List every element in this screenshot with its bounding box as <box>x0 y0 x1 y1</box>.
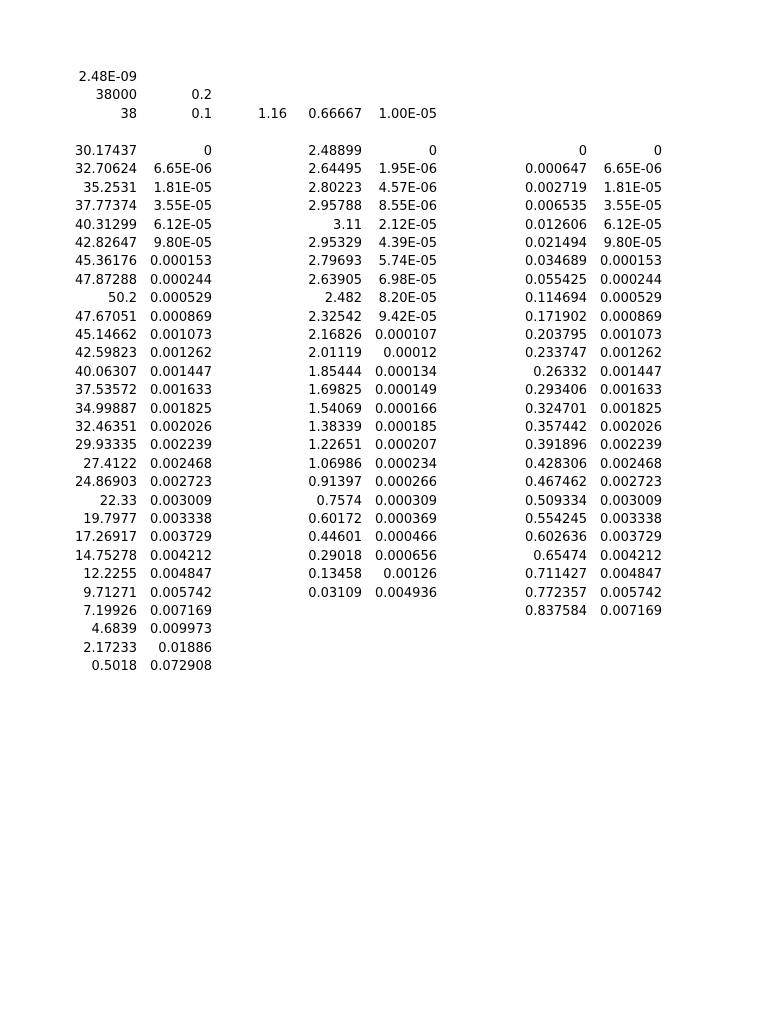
table-cell-r11-c1[interactable]: 0.001262 <box>149 346 212 362</box>
table-cell-r23-c0[interactable]: 12.2255 <box>83 567 137 583</box>
table-cell-r1-c0[interactable]: 32.70624 <box>74 162 137 178</box>
table-cell-r12-c0[interactable]: 40.06307 <box>74 364 137 380</box>
table-cell-r23-c1[interactable]: 0.004847 <box>149 567 212 583</box>
table-cell-r24-c1[interactable]: 0.005742 <box>149 585 212 601</box>
header-cell-r2-c0[interactable]: 38 <box>120 106 137 122</box>
table-cell-r15-c1[interactable]: 0.002026 <box>149 420 212 435</box>
table-cell-r6-c0[interactable]: 45.36176 <box>74 254 137 270</box>
table-cell-r3-c4[interactable]: 8.55E-06 <box>378 199 437 215</box>
header-cell-r2-c1[interactable]: 0.1 <box>191 106 212 122</box>
table-cell-r8-c6[interactable]: 0.114694 <box>524 291 587 307</box>
table-cell-r7-c1[interactable]: 0.000244 <box>149 272 212 288</box>
table-cell-r16-c3[interactable]: 1.22651 <box>308 438 362 454</box>
table-cell-r17-c1[interactable]: 0.002468 <box>149 456 212 472</box>
table-cell-r21-c0[interactable]: 17.26917 <box>74 530 137 546</box>
table-cell-r19-c1[interactable]: 0.003009 <box>149 493 212 509</box>
table-cell-r9-c6[interactable]: 0.171902 <box>524 309 587 325</box>
table-cell-r8-c4[interactable]: 8.20E-05 <box>378 291 437 307</box>
header-cell-r1-c0[interactable]: 38000 <box>95 88 137 104</box>
table-cell-r2-c0[interactable]: 35.2531 <box>83 180 137 196</box>
table-cell-r11-c0[interactable]: 42.59823 <box>74 346 137 362</box>
table-cell-r4-c7[interactable]: 6.12E-05 <box>603 217 662 233</box>
table-cell-r12-c1[interactable]: 0.001447 <box>149 364 212 380</box>
table-cell-r15-c4[interactable]: 0.000185 <box>374 420 437 435</box>
table-cell-r4-c0[interactable]: 40.31299 <box>74 217 137 233</box>
table-cell-r17-c6[interactable]: 0.428306 <box>524 456 587 472</box>
table-cell-r24-c7[interactable]: 0.005742 <box>599 585 662 601</box>
table-cell-r8-c0[interactable]: 50.2 <box>108 291 137 307</box>
table-cell-r10-c3[interactable]: 2.16826 <box>308 328 362 343</box>
table-cell-r27-c0[interactable]: 2.17233 <box>83 640 137 656</box>
table-cell-r15-c6[interactable]: 0.357442 <box>524 420 587 435</box>
table-cell-r0-c3[interactable]: 2.48899 <box>308 144 362 159</box>
table-cell-r20-c7[interactable]: 0.003338 <box>599 512 662 527</box>
table-cell-r23-c7[interactable]: 0.004847 <box>599 567 662 583</box>
table-cell-r1-c3[interactable]: 2.64495 <box>308 162 362 178</box>
table-cell-r1-c1[interactable]: 6.65E-06 <box>153 162 212 178</box>
table-cell-r6-c3[interactable]: 2.79693 <box>308 254 362 270</box>
table-cell-r23-c3[interactable]: 0.13458 <box>308 567 362 583</box>
table-cell-r13-c6[interactable]: 0.293406 <box>524 383 587 399</box>
table-cell-r5-c3[interactable]: 2.95329 <box>308 236 362 251</box>
table-cell-r21-c4[interactable]: 0.000466 <box>374 530 437 546</box>
table-cell-r11-c7[interactable]: 0.001262 <box>599 346 662 362</box>
table-cell-r26-c1[interactable]: 0.009973 <box>149 622 212 638</box>
table-cell-r20-c3[interactable]: 0.60172 <box>308 512 362 527</box>
table-cell-r20-c4[interactable]: 0.000369 <box>374 512 437 527</box>
table-cell-r6-c6[interactable]: 0.034689 <box>524 254 587 270</box>
table-cell-r8-c7[interactable]: 0.000529 <box>599 291 662 307</box>
table-cell-r2-c1[interactable]: 1.81E-05 <box>153 180 212 196</box>
table-cell-r2-c6[interactable]: 0.002719 <box>524 180 587 196</box>
table-cell-r20-c1[interactable]: 0.003338 <box>149 512 212 527</box>
table-cell-r17-c3[interactable]: 1.06986 <box>308 456 362 472</box>
table-cell-r13-c0[interactable]: 37.53572 <box>74 383 137 399</box>
table-cell-r2-c4[interactable]: 4.57E-06 <box>378 180 437 196</box>
table-cell-r0-c4[interactable]: 0 <box>428 144 437 159</box>
table-cell-r15-c3[interactable]: 1.38339 <box>308 420 362 435</box>
header-cell-r0-c0[interactable]: 2.48E-09 <box>78 70 137 85</box>
table-cell-r14-c4[interactable]: 0.000166 <box>374 401 437 417</box>
table-cell-r19-c6[interactable]: 0.509334 <box>524 493 587 509</box>
table-cell-r24-c3[interactable]: 0.03109 <box>308 585 362 601</box>
table-cell-r5-c0[interactable]: 42.82647 <box>74 236 137 251</box>
table-cell-r20-c0[interactable]: 19.7977 <box>83 512 137 527</box>
table-cell-r18-c6[interactable]: 0.467462 <box>524 475 587 491</box>
table-cell-r3-c6[interactable]: 0.006535 <box>524 199 587 215</box>
table-cell-r10-c1[interactable]: 0.001073 <box>149 328 212 343</box>
table-cell-r14-c3[interactable]: 1.54069 <box>308 401 362 417</box>
table-cell-r25-c7[interactable]: 0.007169 <box>599 604 662 619</box>
table-cell-r11-c4[interactable]: 0.00012 <box>383 346 437 362</box>
table-cell-r13-c3[interactable]: 1.69825 <box>308 383 362 399</box>
table-cell-r25-c6[interactable]: 0.837584 <box>524 604 587 619</box>
table-cell-r8-c3[interactable]: 2.482 <box>324 291 362 307</box>
table-cell-r14-c6[interactable]: 0.324701 <box>524 401 587 417</box>
table-cell-r10-c4[interactable]: 0.000107 <box>374 328 437 343</box>
table-cell-r7-c3[interactable]: 2.63905 <box>308 272 362 288</box>
table-cell-r5-c4[interactable]: 4.39E-05 <box>378 236 437 251</box>
table-cell-r12-c6[interactable]: 0.26332 <box>533 364 587 380</box>
table-cell-r14-c7[interactable]: 0.001825 <box>599 401 662 417</box>
table-cell-r14-c1[interactable]: 0.001825 <box>149 401 212 417</box>
table-cell-r11-c3[interactable]: 2.01119 <box>308 346 362 362</box>
table-cell-r28-c1[interactable]: 0.072908 <box>149 659 212 675</box>
table-cell-r27-c1[interactable]: 0.01886 <box>158 640 212 656</box>
table-cell-r18-c0[interactable]: 24.86903 <box>74 475 137 491</box>
table-cell-r1-c6[interactable]: 0.000647 <box>524 162 587 178</box>
table-cell-r18-c1[interactable]: 0.002723 <box>149 475 212 491</box>
table-cell-r7-c0[interactable]: 47.87288 <box>74 272 137 288</box>
header-cell-r2-c3[interactable]: 0.66667 <box>308 106 362 122</box>
table-cell-r17-c0[interactable]: 27.4122 <box>83 456 137 472</box>
table-cell-r16-c1[interactable]: 0.002239 <box>149 438 212 454</box>
table-cell-r24-c4[interactable]: 0.004936 <box>374 585 437 601</box>
table-cell-r7-c6[interactable]: 0.055425 <box>524 272 587 288</box>
table-cell-r14-c0[interactable]: 34.99887 <box>74 401 137 417</box>
table-cell-r2-c3[interactable]: 2.80223 <box>308 180 362 196</box>
table-cell-r2-c7[interactable]: 1.81E-05 <box>603 180 662 196</box>
table-cell-r12-c3[interactable]: 1.85444 <box>308 364 362 380</box>
table-cell-r5-c6[interactable]: 0.021494 <box>524 236 587 251</box>
table-cell-r13-c4[interactable]: 0.000149 <box>374 383 437 399</box>
table-cell-r6-c1[interactable]: 0.000153 <box>149 254 212 270</box>
table-cell-r6-c4[interactable]: 5.74E-05 <box>378 254 437 270</box>
table-cell-r16-c6[interactable]: 0.391896 <box>524 438 587 454</box>
table-cell-r19-c7[interactable]: 0.003009 <box>599 493 662 509</box>
table-cell-r22-c6[interactable]: 0.65474 <box>533 548 587 564</box>
table-cell-r12-c7[interactable]: 0.001447 <box>599 364 662 380</box>
table-cell-r9-c7[interactable]: 0.000869 <box>599 309 662 325</box>
table-cell-r28-c0[interactable]: 0.5018 <box>91 659 137 675</box>
table-cell-r17-c7[interactable]: 0.002468 <box>599 456 662 472</box>
table-cell-r22-c7[interactable]: 0.004212 <box>599 548 662 564</box>
table-cell-r1-c7[interactable]: 6.65E-06 <box>603 162 662 178</box>
table-cell-r10-c7[interactable]: 0.001073 <box>599 328 662 343</box>
table-cell-r6-c7[interactable]: 0.000153 <box>599 254 662 270</box>
table-cell-r13-c7[interactable]: 0.001633 <box>599 383 662 399</box>
table-cell-r19-c0[interactable]: 22.33 <box>99 493 137 509</box>
table-cell-r21-c1[interactable]: 0.003729 <box>149 530 212 546</box>
table-cell-r23-c4[interactable]: 0.00126 <box>383 567 437 583</box>
table-cell-r7-c4[interactable]: 6.98E-05 <box>378 272 437 288</box>
table-cell-r18-c3[interactable]: 0.91397 <box>308 475 362 491</box>
table-cell-r4-c3[interactable]: 3.11 <box>333 217 362 233</box>
table-cell-r25-c1[interactable]: 0.007169 <box>149 604 212 619</box>
table-cell-r18-c4[interactable]: 0.000266 <box>374 475 437 491</box>
header-cell-r2-c2[interactable]: 1.16 <box>258 106 287 122</box>
table-cell-r12-c4[interactable]: 0.000134 <box>374 364 437 380</box>
table-cell-r3-c0[interactable]: 37.77374 <box>74 199 137 215</box>
table-cell-r0-c0[interactable]: 30.17437 <box>74 144 137 159</box>
table-cell-r22-c4[interactable]: 0.000656 <box>374 548 437 564</box>
table-cell-r15-c7[interactable]: 0.002026 <box>599 420 662 435</box>
table-cell-r26-c0[interactable]: 4.6839 <box>91 622 137 638</box>
table-cell-r17-c4[interactable]: 0.000234 <box>374 456 437 472</box>
table-cell-r21-c3[interactable]: 0.44601 <box>308 530 362 546</box>
header-cell-r1-c1[interactable]: 0.2 <box>191 88 212 104</box>
table-cell-r4-c6[interactable]: 0.012606 <box>524 217 587 233</box>
table-cell-r1-c4[interactable]: 1.95E-06 <box>378 162 437 178</box>
table-cell-r3-c3[interactable]: 2.95788 <box>308 199 362 215</box>
table-cell-r9-c1[interactable]: 0.000869 <box>149 309 212 325</box>
table-cell-r15-c0[interactable]: 32.46351 <box>74 420 137 435</box>
table-cell-r22-c3[interactable]: 0.29018 <box>308 548 362 564</box>
table-cell-r21-c6[interactable]: 0.602636 <box>524 530 587 546</box>
table-cell-r24-c0[interactable]: 9.71271 <box>83 585 137 601</box>
table-cell-r9-c0[interactable]: 47.67051 <box>74 309 137 325</box>
table-cell-r5-c7[interactable]: 9.80E-05 <box>603 236 662 251</box>
table-cell-r5-c1[interactable]: 9.80E-05 <box>153 236 212 251</box>
table-cell-r0-c1[interactable]: 0 <box>203 144 212 159</box>
table-cell-r25-c0[interactable]: 7.19926 <box>83 604 137 619</box>
table-cell-r11-c6[interactable]: 0.233747 <box>524 346 587 362</box>
table-cell-r4-c4[interactable]: 2.12E-05 <box>378 217 437 233</box>
table-cell-r24-c6[interactable]: 0.772357 <box>524 585 587 601</box>
table-cell-r8-c1[interactable]: 0.000529 <box>149 291 212 307</box>
table-cell-r22-c1[interactable]: 0.004212 <box>149 548 212 564</box>
table-cell-r3-c7[interactable]: 3.55E-05 <box>603 199 662 215</box>
table-cell-r22-c0[interactable]: 14.75278 <box>74 548 137 564</box>
table-cell-r16-c4[interactable]: 0.000207 <box>374 438 437 454</box>
table-cell-r9-c3[interactable]: 2.32542 <box>308 309 362 325</box>
table-cell-r19-c3[interactable]: 0.7574 <box>316 493 362 509</box>
table-cell-r19-c4[interactable]: 0.000309 <box>374 493 437 509</box>
table-cell-r9-c4[interactable]: 9.42E-05 <box>378 309 437 325</box>
table-cell-r16-c0[interactable]: 29.93335 <box>74 438 137 454</box>
table-cell-r7-c7[interactable]: 0.000244 <box>599 272 662 288</box>
table-cell-r0-c6[interactable]: 0 <box>578 144 587 159</box>
table-cell-r3-c1[interactable]: 3.55E-05 <box>153 199 212 215</box>
table-cell-r20-c6[interactable]: 0.554245 <box>524 512 587 527</box>
table-cell-r21-c7[interactable]: 0.003729 <box>599 530 662 546</box>
table-cell-r23-c6[interactable]: 0.711427 <box>524 567 587 583</box>
table-cell-r4-c1[interactable]: 6.12E-05 <box>153 217 212 233</box>
table-cell-r10-c6[interactable]: 0.203795 <box>524 328 587 343</box>
table-cell-r13-c1[interactable]: 0.001633 <box>149 383 212 399</box>
table-cell-r10-c0[interactable]: 45.14662 <box>74 328 137 343</box>
table-cell-r16-c7[interactable]: 0.002239 <box>599 438 662 454</box>
header-cell-r2-c4[interactable]: 1.00E-05 <box>378 106 437 122</box>
table-cell-r0-c7[interactable]: 0 <box>653 144 662 159</box>
table-cell-r18-c7[interactable]: 0.002723 <box>599 475 662 491</box>
